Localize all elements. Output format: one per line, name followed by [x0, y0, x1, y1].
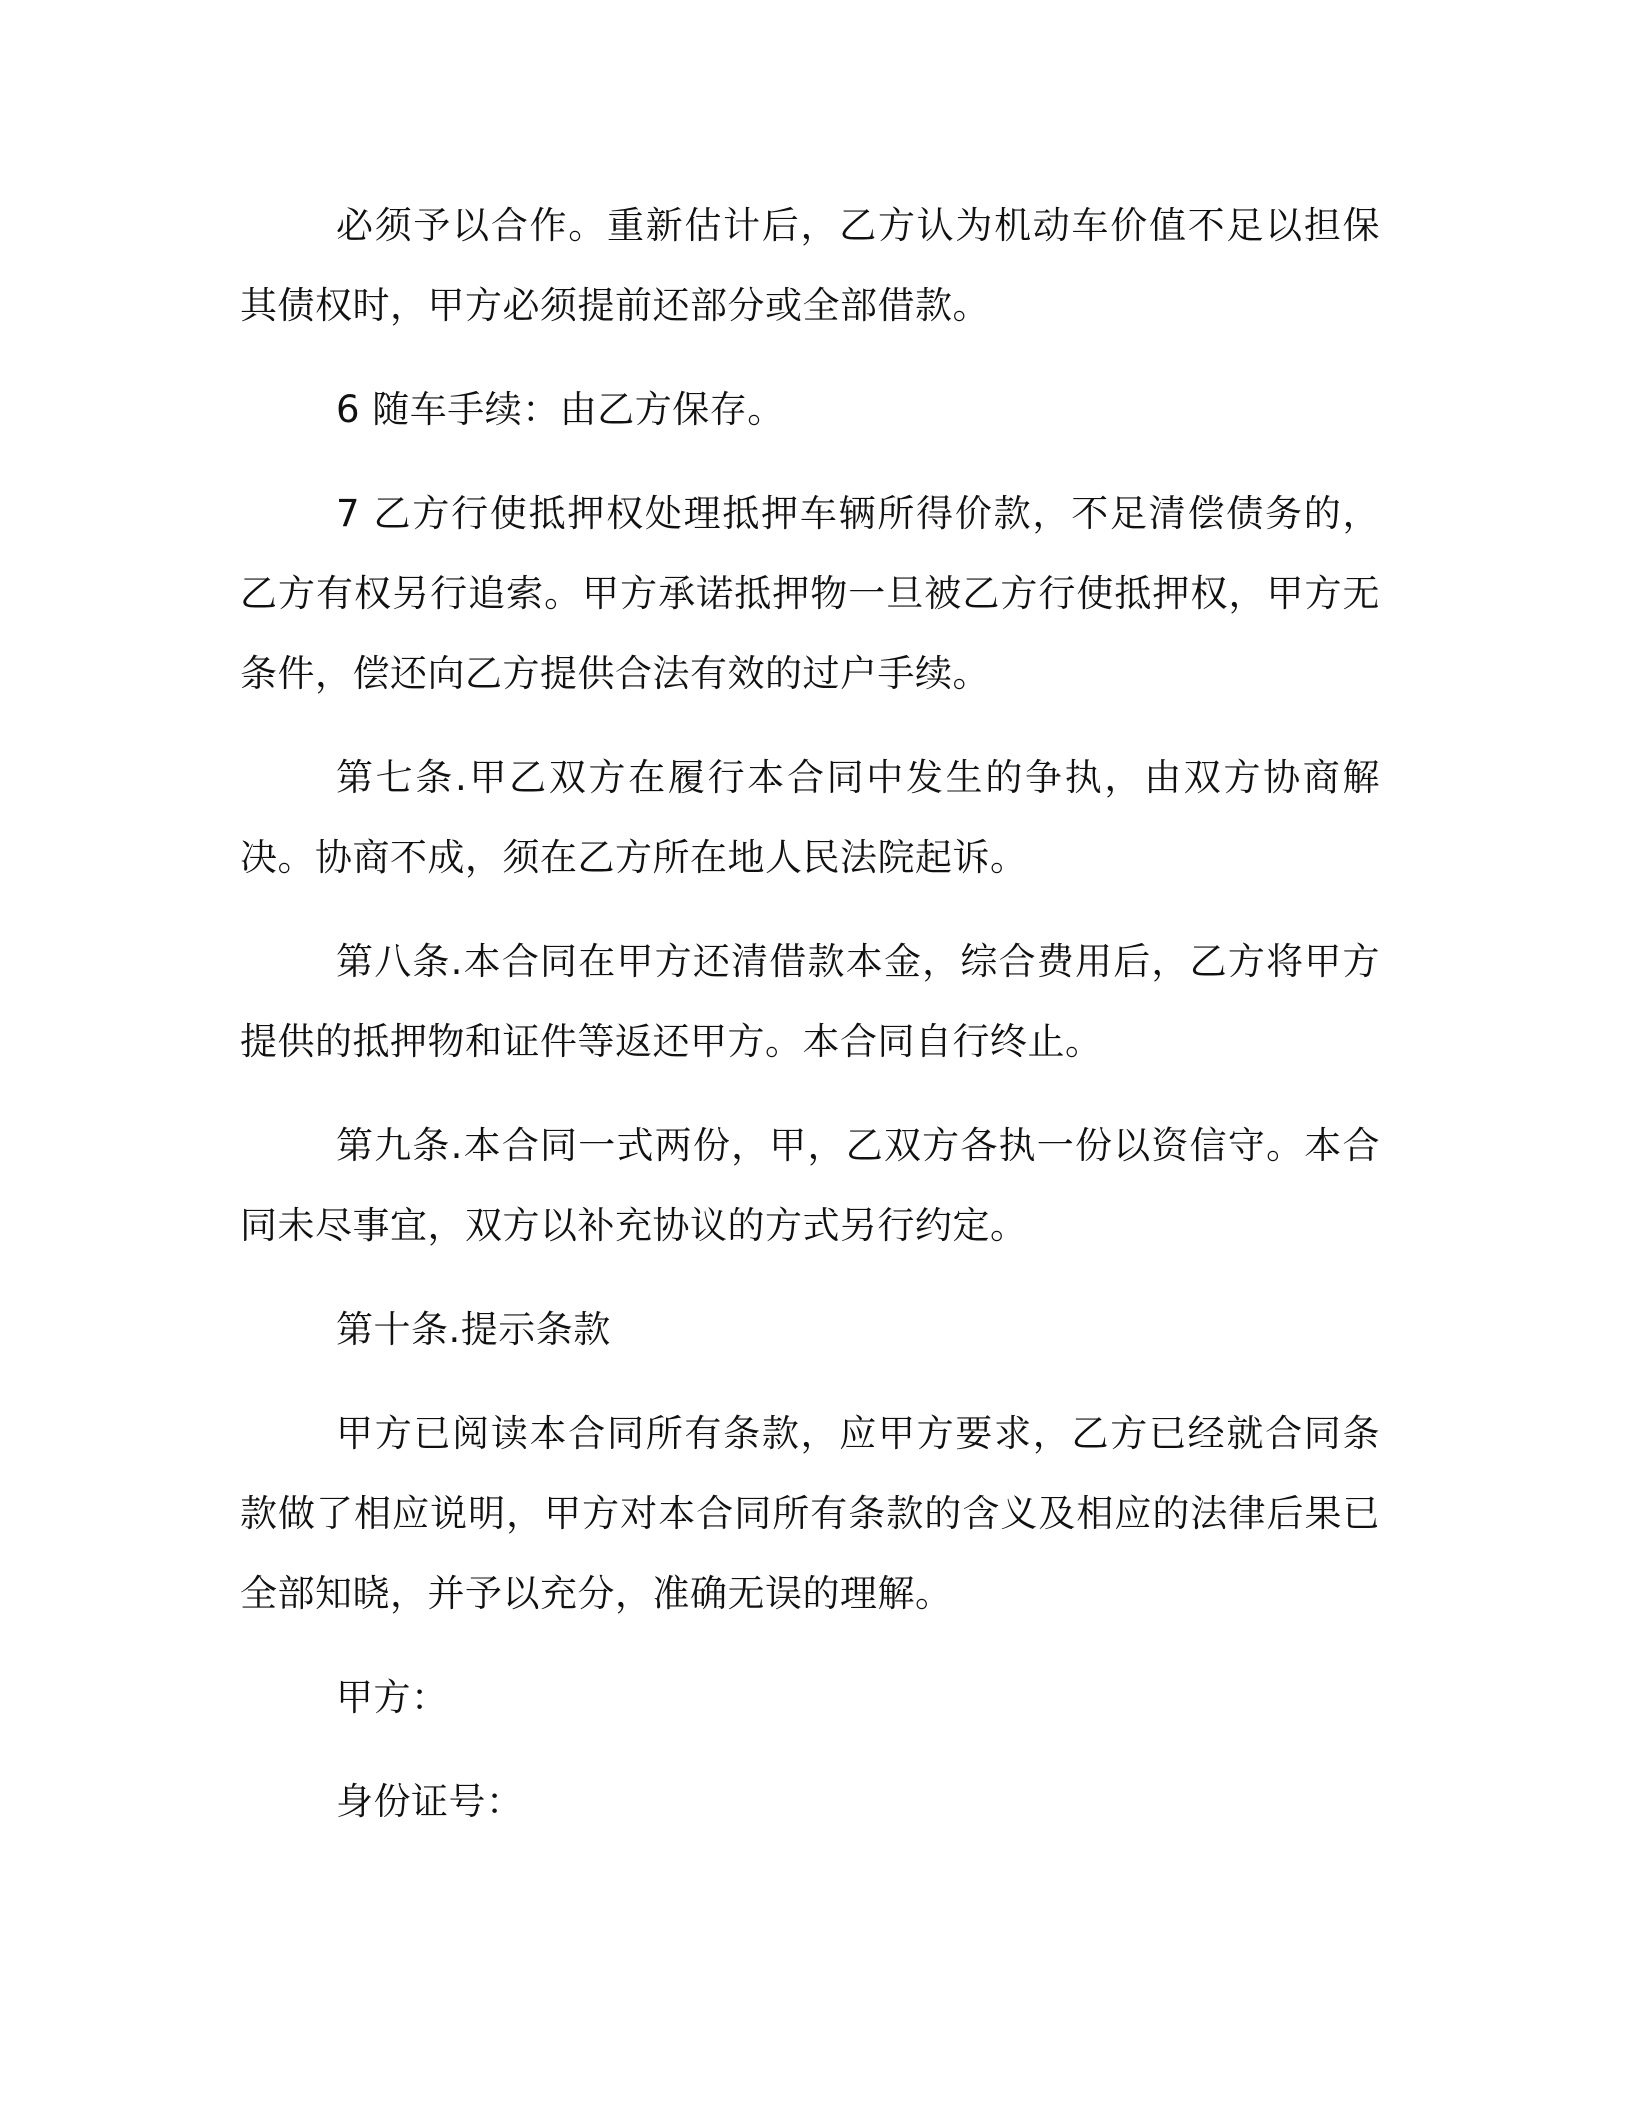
paragraph-notice: 甲方已阅读本合同所有条款，应甲方要求，乙方已经就合同条款做了相应说明，甲方对本合同所有条款的含义及相应的法律后果已全部知晓，并予以充分，准确无误的理解。: [240, 1412, 1380, 1615]
id-number-label: 身份证号：: [336, 1780, 524, 1823]
paragraph-continuation: 必须予以合作。重新估计后，乙方认为机动车价值不足以担保其债权时，甲方必须提前还部分或全部借款。: [240, 204, 1380, 327]
document-page: [240, 186, 1380, 1842]
paragraph-clause-7: 7 乙方行使抵押权处理抵押车辆所得价款，不足清偿债务的，乙方有权另行追索。甲方承诺抵押物一旦被乙方行使抵押权，甲方无条件，偿还向乙方提供合法有效的过户手续。: [240, 492, 1380, 695]
paragraph-gap: [240, 898, 1380, 922]
paragraph-article-9: 第九条.本合同一式两份，甲，乙双方各执一份以资信守。本合同未尽事宜，双方以补充协议的方式另行约定。: [240, 1124, 1380, 1247]
paragraph-gap: [240, 450, 1380, 474]
paragraph-gap: [240, 1266, 1380, 1290]
paragraph-gap: [240, 1370, 1380, 1394]
paragraph-article-8: 第八条.本合同在甲方还清借款本金，综合费用后，乙方将甲方提供的抵押物和证件等返还甲方。本合同自行终止。: [240, 940, 1380, 1063]
paragraph-article-7: 第七条.甲乙双方在履行本合同中发生的争执，由双方协商解决。协商不成，须在乙方所在地人民法院起诉。: [240, 756, 1380, 879]
paragraph-gap: [240, 714, 1380, 738]
party-a-label: 甲方：: [336, 1676, 449, 1719]
paragraph-gap: [240, 1082, 1380, 1106]
paragraph-clause-6: 6 随车手续：由乙方保存。: [336, 388, 785, 431]
paragraph-gap: [240, 1738, 1380, 1762]
paragraph-gap: [240, 346, 1380, 370]
paragraph-gap: [240, 1634, 1380, 1658]
paragraph-article-10-heading: 第十条.提示条款: [336, 1308, 611, 1351]
